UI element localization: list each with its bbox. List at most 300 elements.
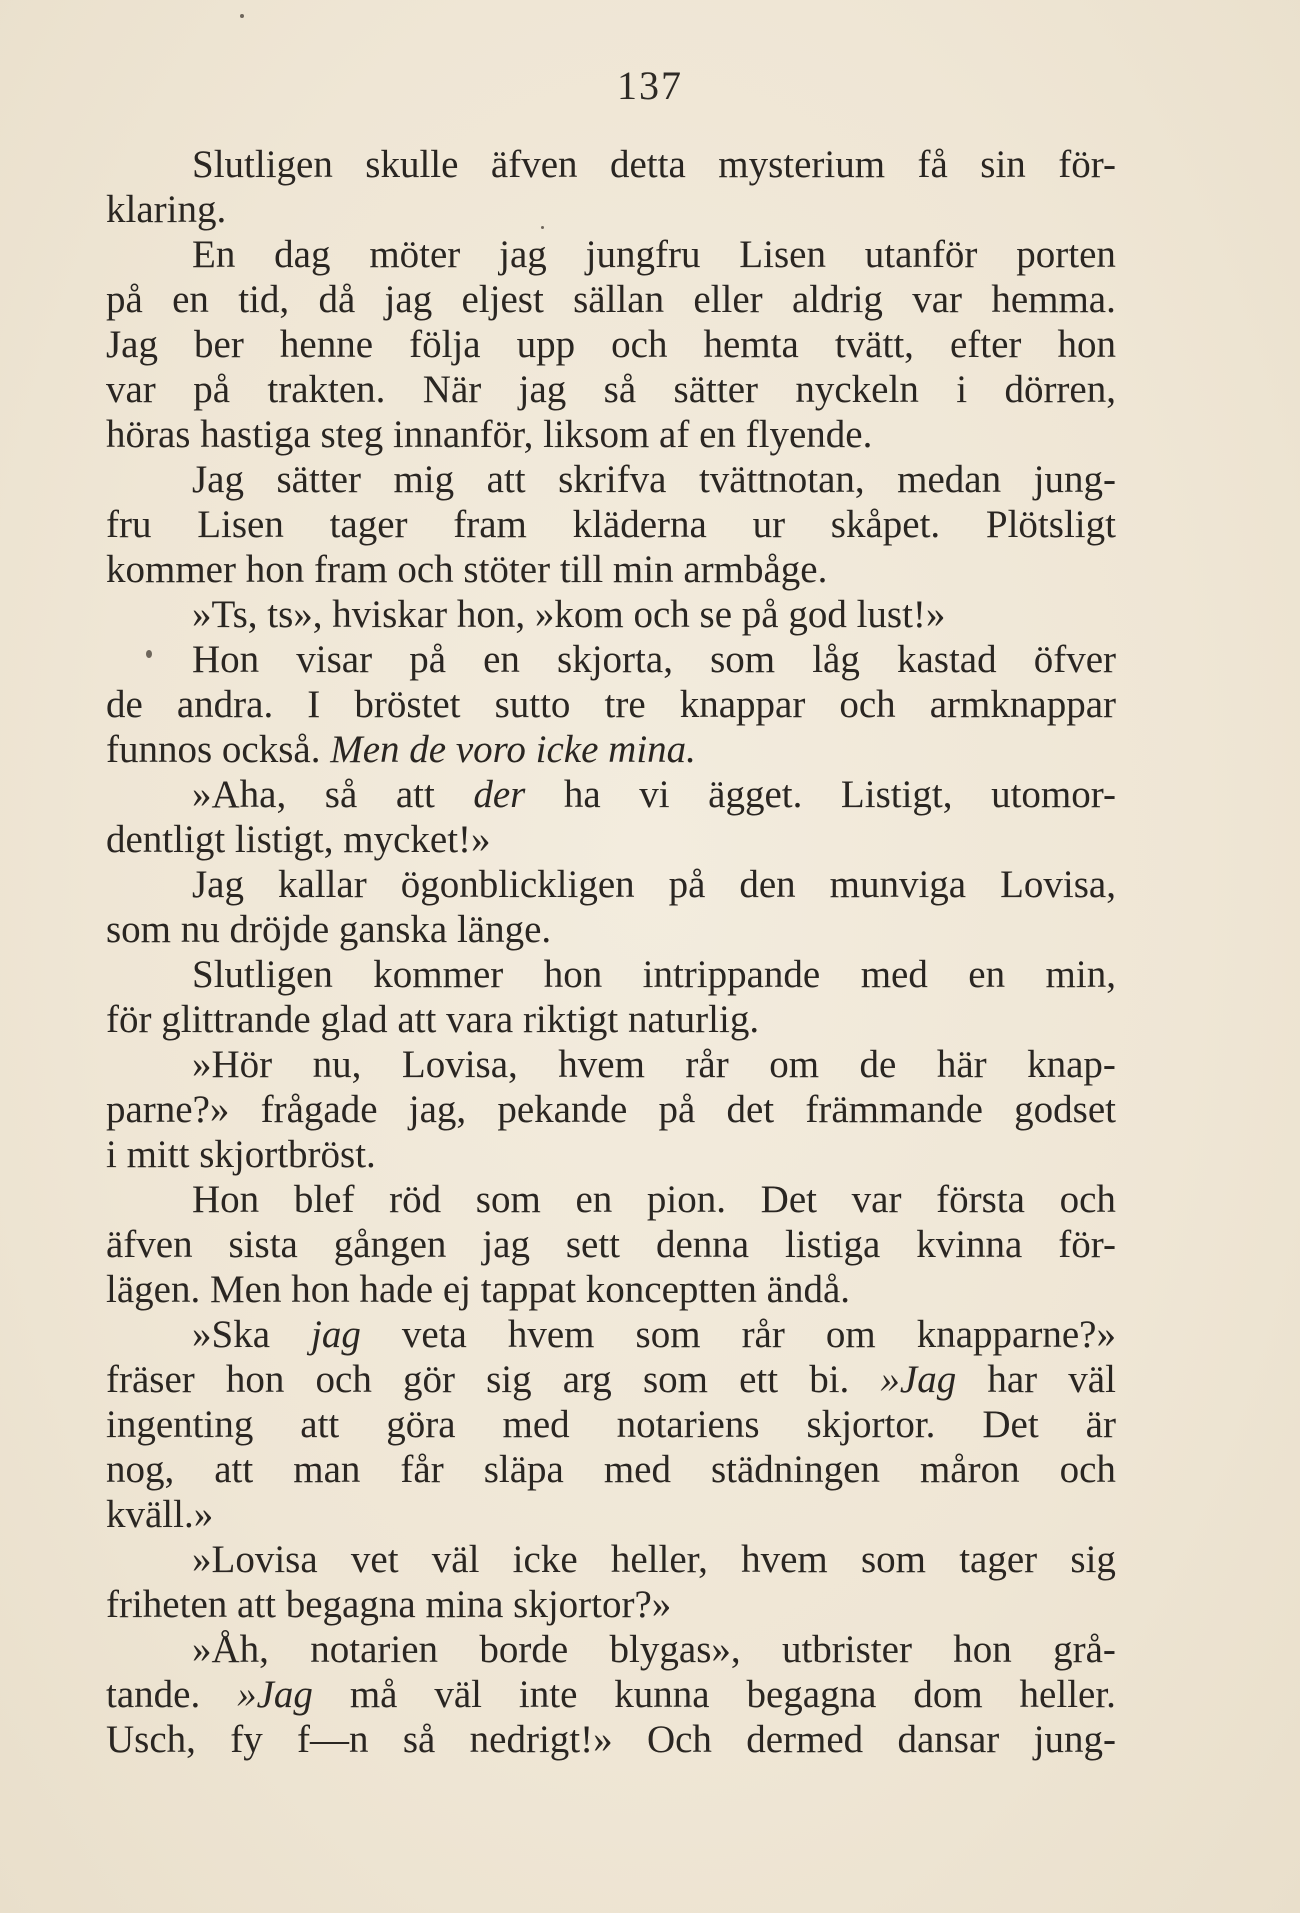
- word: Lovisa,: [401, 1043, 518, 1086]
- word: klaring.: [106, 188, 227, 231]
- word: arg: [562, 1358, 612, 1401]
- word: medan: [897, 458, 1002, 501]
- word: och: [633, 593, 690, 636]
- word: var: [106, 368, 156, 411]
- word: äfven: [490, 143, 578, 186]
- word: naturlig.: [628, 998, 760, 1041]
- word: för-: [1058, 143, 1116, 186]
- word: mysterium: [718, 143, 886, 186]
- word: dansar: [897, 1718, 1000, 1761]
- word: eller: [693, 278, 763, 321]
- word: upp: [516, 323, 576, 366]
- word: främmande: [805, 1088, 983, 1131]
- word: se: [699, 593, 733, 636]
- word: kväll.»: [106, 1493, 214, 1536]
- word: Det: [760, 1178, 817, 1221]
- word: med: [603, 1448, 671, 1491]
- word: kallar: [277, 863, 367, 906]
- word: städningen: [710, 1448, 880, 1491]
- word: hon: [953, 1628, 1012, 1671]
- word: jung-: [1033, 458, 1116, 501]
- word: Hon: [192, 638, 260, 681]
- word: hon: [1057, 323, 1116, 366]
- word: som: [475, 1178, 541, 1221]
- word: flyende.: [745, 413, 873, 456]
- word: på: [668, 863, 706, 906]
- word: och: [611, 323, 668, 366]
- word: tvättnotan,: [698, 458, 865, 501]
- word: för: [106, 998, 152, 1041]
- word: som: [106, 908, 172, 951]
- word: skjortbröst.: [199, 1133, 376, 1176]
- text-line: [106, 457, 1116, 502]
- word: så: [603, 368, 637, 411]
- word: så: [324, 773, 358, 816]
- word: man: [293, 1448, 361, 1491]
- text-line: [106, 232, 1116, 277]
- word: till: [559, 548, 604, 591]
- word: hastiga: [200, 413, 311, 456]
- word: borde: [479, 1628, 569, 1671]
- word: Jag: [192, 458, 244, 501]
- word: mycket!»: [343, 818, 491, 861]
- word: i: [956, 368, 968, 411]
- word: kommer: [373, 953, 504, 996]
- word: knapparne?»: [916, 1313, 1116, 1356]
- word: af: [659, 413, 690, 456]
- word: hon,: [456, 593, 526, 636]
- word: begagna: [746, 1673, 877, 1716]
- print-speck: [541, 226, 544, 229]
- word: utomor-: [991, 773, 1116, 816]
- word: dröjde: [229, 908, 330, 951]
- text-line: [106, 952, 1116, 997]
- word: hemta: [703, 323, 799, 366]
- word: grå-: [1053, 1628, 1116, 1671]
- word: utbrister: [781, 1628, 912, 1671]
- word: blef: [293, 1178, 355, 1221]
- word: första: [936, 1178, 1025, 1221]
- word: följa: [409, 323, 481, 366]
- word: låg: [812, 638, 860, 681]
- word: kastad: [896, 638, 997, 681]
- word: jag: [518, 368, 567, 411]
- text-line: [106, 277, 1116, 322]
- word: eljest: [461, 278, 544, 321]
- text-line: [106, 637, 1116, 682]
- text-line: [106, 1042, 1116, 1087]
- word: i: [106, 1133, 117, 1176]
- word: fram: [313, 548, 388, 591]
- word: nu: [180, 908, 220, 951]
- word: få: [917, 143, 948, 186]
- word: stöter: [463, 548, 551, 591]
- italic-word: »Jag: [237, 1673, 313, 1716]
- word: listiga: [784, 1223, 881, 1266]
- text-line: [106, 1222, 1116, 1267]
- word: mig: [393, 458, 455, 501]
- word: fy: [230, 1718, 263, 1761]
- word: ur: [752, 503, 786, 546]
- word: hvem: [507, 1313, 595, 1356]
- word: munviga: [829, 863, 967, 906]
- word: tande.: [106, 1673, 201, 1716]
- word: det: [726, 1088, 775, 1131]
- word: då: [318, 278, 356, 321]
- word: som: [860, 1538, 926, 1581]
- text-line: [106, 997, 1116, 1042]
- word: också.: [221, 728, 321, 771]
- word: på: [409, 638, 447, 681]
- word: vet: [350, 1538, 399, 1581]
- text-line: [106, 502, 1116, 547]
- word: nyckeln: [795, 368, 919, 411]
- word: ej: [442, 1268, 471, 1311]
- word: dörren,: [1004, 368, 1116, 411]
- word: Lisen: [739, 233, 826, 276]
- word: mitt: [126, 1133, 190, 1176]
- text-line: [106, 727, 1116, 772]
- word: glad: [320, 998, 388, 1041]
- word: ändå.: [766, 1268, 851, 1311]
- word: höras: [106, 413, 191, 456]
- word: skjortor.: [806, 1403, 936, 1446]
- word: att: [300, 1403, 340, 1446]
- word: på: [106, 278, 143, 321]
- word: om: [769, 1043, 820, 1086]
- word: tid,: [238, 278, 290, 321]
- word: icke: [512, 1538, 578, 1581]
- print-speck: [146, 650, 152, 658]
- word: dentligt: [106, 818, 226, 861]
- word: med: [502, 1403, 570, 1446]
- word: Slutligen: [192, 953, 333, 996]
- word: hemma.: [991, 278, 1116, 321]
- word: så: [402, 1718, 436, 1761]
- word: var: [851, 1178, 902, 1221]
- word: armknappar: [929, 683, 1116, 726]
- word: att: [214, 1448, 254, 1491]
- word: hon: [291, 1268, 350, 1311]
- word: parne?»: [106, 1088, 230, 1131]
- word: friheten: [106, 1583, 228, 1626]
- word: tager: [959, 1538, 1038, 1581]
- word: tappat: [480, 1268, 577, 1311]
- word: god: [788, 593, 847, 636]
- word: notarien: [310, 1628, 439, 1671]
- word: på: [658, 1088, 696, 1131]
- word: jag: [499, 233, 547, 276]
- word: hon: [543, 953, 603, 996]
- word: att: [397, 998, 437, 1041]
- word: visar: [296, 638, 373, 681]
- word: om: [825, 1313, 876, 1356]
- text-line: [106, 187, 1116, 232]
- word: »Aha,: [192, 773, 287, 816]
- text-line: [106, 1672, 1116, 1717]
- word: har: [987, 1358, 1038, 1401]
- word: för-: [1058, 1223, 1116, 1266]
- word: sätter: [673, 368, 758, 411]
- word: intrippande: [642, 953, 821, 996]
- word: »Ska: [192, 1313, 270, 1356]
- word: andra.: [176, 683, 274, 726]
- word: hon: [245, 548, 305, 591]
- word: måron: [919, 1448, 1020, 1491]
- word: trakten.: [267, 368, 386, 411]
- word: sista: [228, 1223, 298, 1266]
- word: fru: [106, 503, 152, 546]
- word: jag: [482, 1223, 530, 1266]
- word: Jag: [192, 863, 244, 906]
- word: ts»,: [267, 593, 323, 636]
- word: en: [172, 278, 209, 321]
- word: denna: [655, 1223, 750, 1266]
- word: nu,: [312, 1043, 362, 1086]
- word: med: [860, 953, 928, 996]
- word: aldrig: [791, 278, 883, 321]
- word: Hon: [192, 1178, 260, 1221]
- italic-word: jag: [311, 1313, 361, 1356]
- word: vi: [639, 773, 670, 816]
- word: de: [106, 683, 143, 726]
- word: jag,: [408, 1088, 467, 1131]
- italic-word: icke: [535, 728, 599, 771]
- word: jung-: [1033, 1718, 1116, 1761]
- word: notariens: [616, 1403, 760, 1446]
- text-line: [106, 1132, 1116, 1177]
- italic-word: de: [409, 728, 447, 771]
- word: länge.: [456, 908, 552, 951]
- word: den: [739, 863, 796, 906]
- word: som: [635, 1313, 701, 1356]
- text-line: [106, 1447, 1116, 1492]
- word: blygas»,: [609, 1628, 741, 1671]
- word: en: [699, 413, 736, 456]
- word: att: [237, 1583, 276, 1626]
- word: sällan: [573, 278, 665, 321]
- word: äfven: [106, 1223, 193, 1266]
- word: min,: [1045, 953, 1116, 996]
- word: I: [307, 683, 321, 726]
- word: listigt,: [234, 818, 334, 861]
- word: och: [315, 1358, 372, 1401]
- word: sin: [980, 143, 1026, 186]
- word: tager: [329, 503, 408, 546]
- word: pion.: [646, 1178, 727, 1221]
- word: väl: [1068, 1358, 1116, 1401]
- italic-word: voro: [455, 728, 526, 771]
- word: utanför: [864, 233, 978, 276]
- text-line: [106, 367, 1116, 412]
- word: En: [192, 233, 236, 276]
- word: »Ts,: [192, 593, 258, 636]
- word: hade: [359, 1268, 434, 1311]
- text-line: [106, 772, 1116, 817]
- word: jag: [384, 278, 433, 321]
- word: bi.: [809, 1358, 850, 1401]
- italic-word: der: [473, 773, 526, 816]
- text-line: [106, 862, 1116, 907]
- word: och: [839, 683, 896, 726]
- word: fräser: [106, 1358, 195, 1401]
- word: att: [395, 773, 435, 816]
- italic-word: mina.: [608, 728, 696, 771]
- word: skjorta,: [557, 638, 673, 681]
- word: f—n: [297, 1718, 369, 1761]
- word: »kom: [534, 593, 624, 636]
- text-line: [106, 682, 1116, 727]
- text-line: [106, 1537, 1116, 1582]
- text-line: [106, 412, 1116, 457]
- word: på: [193, 368, 230, 411]
- word: jungfru: [585, 233, 701, 276]
- word: heller,: [610, 1538, 708, 1581]
- word: de: [859, 1043, 897, 1086]
- word: en: [575, 1178, 613, 1221]
- word: på: [741, 593, 779, 636]
- word: innanför,: [393, 413, 534, 456]
- word: nedrigt!»: [469, 1718, 613, 1761]
- word: ingenting: [106, 1403, 254, 1446]
- italic-word: Men: [330, 728, 400, 771]
- text-line: [106, 1582, 1116, 1627]
- text-line: [106, 592, 1116, 637]
- text-line: [106, 1627, 1116, 1672]
- word: kläderna: [572, 503, 707, 546]
- word: röd: [389, 1178, 442, 1221]
- word: pekande: [497, 1088, 628, 1131]
- word: må: [349, 1673, 398, 1716]
- word: kunna: [614, 1673, 710, 1716]
- word: Usch,: [106, 1718, 196, 1761]
- word: bröstet: [354, 683, 461, 726]
- word: är: [1085, 1403, 1116, 1446]
- word: sett: [565, 1223, 621, 1266]
- word: fram: [453, 503, 527, 546]
- word: När: [422, 368, 482, 411]
- word: Listigt,: [840, 773, 953, 816]
- word: ganska: [338, 908, 448, 951]
- word: sätter: [276, 458, 361, 501]
- word: ögonblickligen: [400, 863, 635, 906]
- word: knappar: [679, 683, 806, 726]
- word: ägget.: [708, 773, 803, 816]
- italic-word: »Jag: [880, 1358, 957, 1401]
- word: glittrande: [161, 998, 311, 1041]
- word: steg: [320, 413, 384, 456]
- word: dom: [913, 1673, 983, 1716]
- word: Slutligen: [192, 143, 333, 186]
- text-line: [106, 1312, 1116, 1357]
- word: liksom: [543, 413, 650, 456]
- word: funnos: [106, 728, 213, 771]
- word: lägen.: [106, 1268, 201, 1311]
- word: dermed: [746, 1718, 864, 1761]
- word: hon: [225, 1358, 285, 1401]
- word: möter: [369, 233, 461, 276]
- word: gången: [333, 1223, 447, 1266]
- word: Men: [209, 1268, 282, 1311]
- word: skåpet.: [830, 503, 941, 546]
- word: och: [1059, 1178, 1116, 1221]
- word: min: [612, 548, 674, 591]
- word: rår: [741, 1313, 785, 1356]
- text-line: [106, 1087, 1116, 1132]
- text-line: [106, 1267, 1116, 1312]
- text-line: [106, 142, 1116, 187]
- word: veta: [401, 1313, 467, 1356]
- word: hviskar: [332, 593, 448, 636]
- word: att: [486, 458, 526, 501]
- word: frågade: [260, 1088, 378, 1131]
- word: Det: [982, 1403, 1039, 1446]
- word: »Åh,: [192, 1628, 269, 1671]
- text-line: [106, 547, 1116, 592]
- word: här: [936, 1043, 987, 1086]
- text-line: [106, 1492, 1116, 1537]
- word: dag: [274, 233, 331, 276]
- text-line: [106, 1177, 1116, 1222]
- word: Och: [646, 1718, 712, 1761]
- word: Plötsligt: [985, 503, 1116, 546]
- word: ha: [563, 773, 601, 816]
- word: som: [642, 1358, 708, 1401]
- word: mina: [425, 1583, 504, 1626]
- word: riktigt: [522, 998, 619, 1041]
- word: nog,: [106, 1448, 175, 1491]
- word: armbåge.: [683, 548, 828, 591]
- word: gör: [402, 1358, 455, 1401]
- word: öfver: [1033, 638, 1116, 681]
- word: lust!»: [856, 593, 946, 636]
- word: »Hör: [192, 1043, 273, 1086]
- word: ett: [739, 1358, 779, 1401]
- word: porten: [1016, 233, 1116, 276]
- word: tvätt,: [834, 323, 914, 366]
- word: kommer: [106, 548, 236, 591]
- word: inte: [518, 1673, 578, 1716]
- text-line: [106, 1717, 1116, 1762]
- text-line: [106, 1402, 1116, 1447]
- word: »Lovisa: [192, 1538, 318, 1581]
- word: göra: [386, 1403, 456, 1446]
- word: en: [968, 953, 1006, 996]
- word: konceptten: [585, 1268, 757, 1311]
- print-speck: [240, 14, 244, 18]
- page-number: 137: [617, 63, 683, 108]
- body-text: [106, 142, 1116, 1762]
- word: henne: [279, 323, 374, 366]
- word: heller.: [1019, 1673, 1116, 1716]
- word: en: [483, 638, 520, 681]
- word: hvem: [741, 1538, 828, 1581]
- word: ber: [194, 323, 244, 366]
- word: kvinna: [916, 1223, 1023, 1266]
- word: och: [397, 548, 454, 591]
- word: Lovisa,: [1000, 863, 1116, 906]
- word: sutto: [494, 683, 571, 726]
- word: väl: [434, 1673, 483, 1716]
- word: rår: [685, 1043, 729, 1086]
- text-line: [106, 1357, 1116, 1402]
- word: tre: [604, 683, 646, 726]
- word: som: [710, 638, 776, 681]
- word: hvem: [558, 1043, 645, 1086]
- word: godset: [1014, 1088, 1116, 1131]
- word: sig: [486, 1358, 532, 1401]
- word: Lisen: [197, 503, 284, 546]
